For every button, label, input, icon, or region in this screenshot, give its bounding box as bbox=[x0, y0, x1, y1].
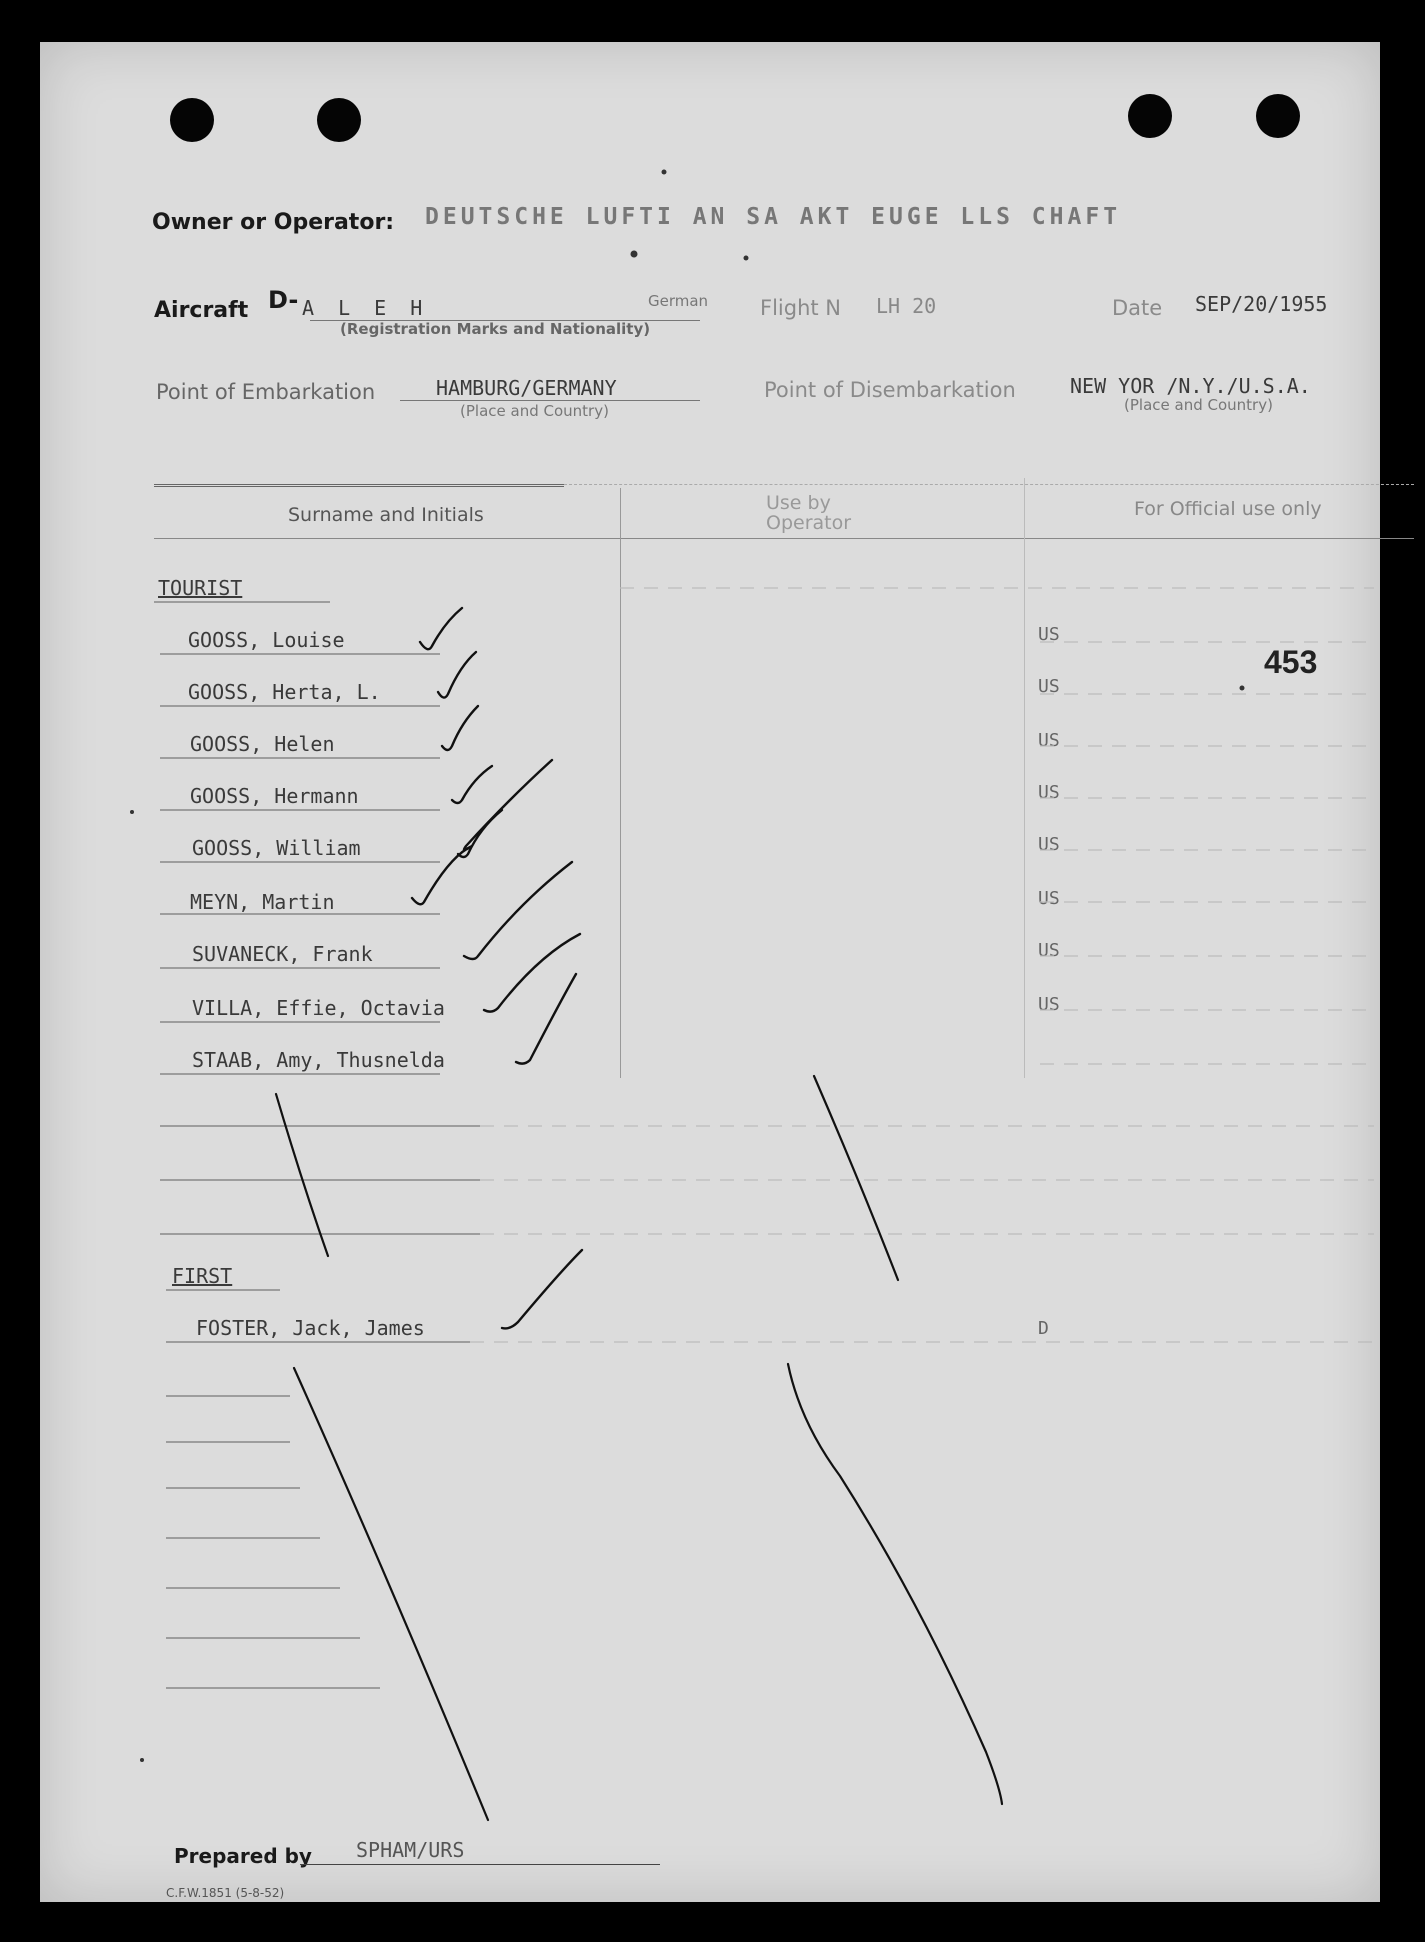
owner-label: Owner or Operator: bbox=[152, 210, 395, 235]
passenger-name: GOOSS, Louise bbox=[188, 628, 345, 652]
passenger-name: STAAB, Amy, Thusnelda bbox=[192, 1048, 445, 1072]
official-code: D bbox=[1038, 1318, 1049, 1339]
column-header-official: For Official use only bbox=[1134, 498, 1322, 520]
official-code: US bbox=[1038, 834, 1060, 855]
specks bbox=[130, 170, 1245, 1763]
official-code: US bbox=[1038, 782, 1060, 803]
embarkation-value: HAMBURG/GERMANY bbox=[436, 376, 617, 400]
section-title-first: FIRST bbox=[172, 1264, 233, 1288]
column-header-operator-2: Operator bbox=[766, 512, 852, 534]
disembarkation-value: NEW YOR /N.Y./U.S.A. bbox=[1070, 374, 1311, 398]
disembarkation-caption: (Place and Country) bbox=[1124, 396, 1273, 414]
dashed-ruled-lines bbox=[470, 588, 1374, 1342]
passenger-name: GOOSS, Herta, L. bbox=[188, 680, 381, 704]
strike-through-lines bbox=[276, 1076, 1002, 1820]
handwritten-marks bbox=[40, 42, 1380, 1902]
ruled-lines bbox=[154, 602, 480, 1688]
prepared-by-value: SPHAM/URS bbox=[356, 1838, 465, 1862]
official-code: US bbox=[1038, 888, 1060, 909]
aircraft-prefix: D- bbox=[268, 286, 299, 314]
official-code: US bbox=[1038, 994, 1060, 1015]
official-code: US bbox=[1038, 624, 1060, 645]
manifest-sheet bbox=[40, 42, 1380, 1902]
date-label: Date bbox=[1112, 296, 1163, 320]
flight-value: LH 20 bbox=[876, 294, 937, 318]
aircraft-registration: A L E H bbox=[302, 296, 429, 320]
section-title-tourist: TOURIST bbox=[158, 576, 243, 600]
passenger-name: MEYN, Martin bbox=[190, 890, 335, 914]
flight-label: Flight N bbox=[760, 296, 842, 320]
owner-value: DEUTSCHE LUFTI AN SA AKT EUGE LLS CHAFT bbox=[425, 204, 1122, 230]
official-code: US bbox=[1038, 730, 1060, 751]
passenger-name: VILLA, Effie, Octavia bbox=[192, 996, 445, 1020]
official-code: US bbox=[1038, 940, 1060, 961]
embarkation-caption: (Place and Country) bbox=[460, 402, 609, 420]
aircraft-label: Aircraft bbox=[154, 298, 249, 323]
passenger-name: GOOSS, William bbox=[192, 836, 361, 860]
official-code: US bbox=[1038, 676, 1060, 697]
registration-caption: (Registration Marks and Nationality) bbox=[340, 320, 651, 338]
aircraft-nationality: German bbox=[648, 292, 709, 310]
passenger-name: GOOSS, Hermann bbox=[190, 784, 359, 808]
prepared-by-label: Prepared by bbox=[174, 1844, 312, 1868]
column-header-surname: Surname and Initials bbox=[288, 504, 484, 526]
handwritten-number: 453 bbox=[1264, 644, 1318, 680]
passenger-name: SUVANECK, Frank bbox=[192, 942, 373, 966]
date-value: SEP/20/1955 bbox=[1195, 292, 1328, 316]
embarkation-label: Point of Embarkation bbox=[156, 380, 376, 404]
disembarkation-label: Point of Disembarkation bbox=[764, 378, 1016, 402]
passenger-name: FOSTER, Jack, James bbox=[196, 1316, 425, 1340]
form-code: C.F.W.1851 (5-8-52) bbox=[166, 1886, 285, 1900]
passenger-name: GOOSS, Helen bbox=[190, 732, 335, 756]
column-header-operator-1: Use by bbox=[766, 492, 831, 514]
